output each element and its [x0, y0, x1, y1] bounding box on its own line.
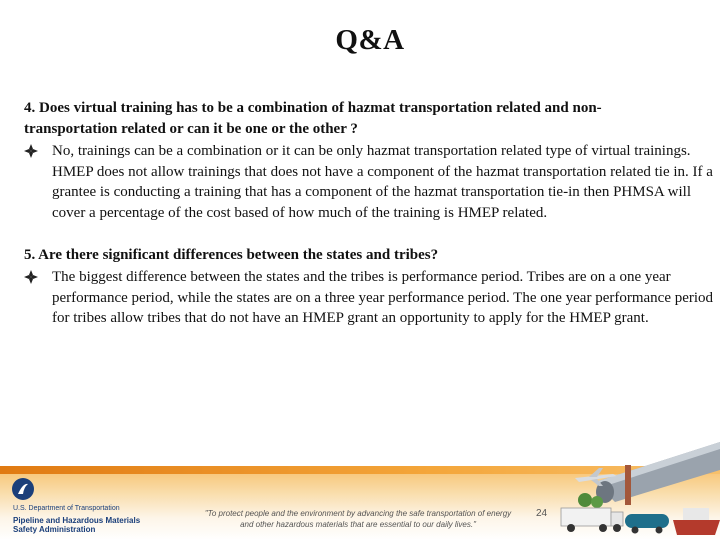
- question-5: [24, 245, 714, 266]
- agency-line1: Pipeline and Hazardous Materials: [13, 516, 141, 525]
- answer-4-text: No, trainings can be a combination or it can be only hazmat transportation related type of virtual trainings. HMEP does not allow trainings that does not have a component of the hazmat transportation related tie in. If a grantee is conducting a training that has a component of the hazmat transportation tie-in then PHMSA will cover a percentage of the cost based of how much of the training is HMEP related.: [52, 143, 713, 221]
- diamond-bullet-icon: [24, 144, 38, 158]
- mission-quote: [188, 508, 528, 530]
- dot-logo-icon: [12, 478, 34, 500]
- department-name: U.S. Department of Transportation: [13, 505, 120, 512]
- answer-5: [24, 267, 714, 329]
- question-4-line2: transportation related or can it be one or the other ?: [24, 121, 358, 137]
- question-5-line1: 5. Are there significant differences between the states and tribes?: [24, 247, 439, 263]
- quote-line1: "To protect people and the environment by advancing the safe transportation of energy: [204, 509, 512, 518]
- page-number: 24: [536, 508, 548, 519]
- diamond-bullet-icon: [24, 270, 38, 284]
- question-4: [24, 98, 714, 140]
- quote-line2: and other hazardous materials that are essential to our daily lives.": [240, 520, 476, 529]
- qa-content: [24, 98, 714, 329]
- agency-line2: Safety Administration: [13, 525, 96, 534]
- answer-4: [24, 141, 714, 223]
- agency-name: [13, 516, 173, 534]
- answer-5-text: The biggest difference between the states and the tribes is performance period. Tribes are on a one year performance period, while the states are on a three year performance period. The one year performance period for tribes allow tribes that do not have an HMEP grant an opportunity to apply for the HMEP grant.: [52, 269, 714, 326]
- question-4-line1: 4. Does virtual training has to be a combination of hazmat transportation related and non-: [24, 100, 602, 116]
- transportation-collage-icon: [555, 440, 720, 540]
- slide-title: Q&A: [335, 24, 405, 56]
